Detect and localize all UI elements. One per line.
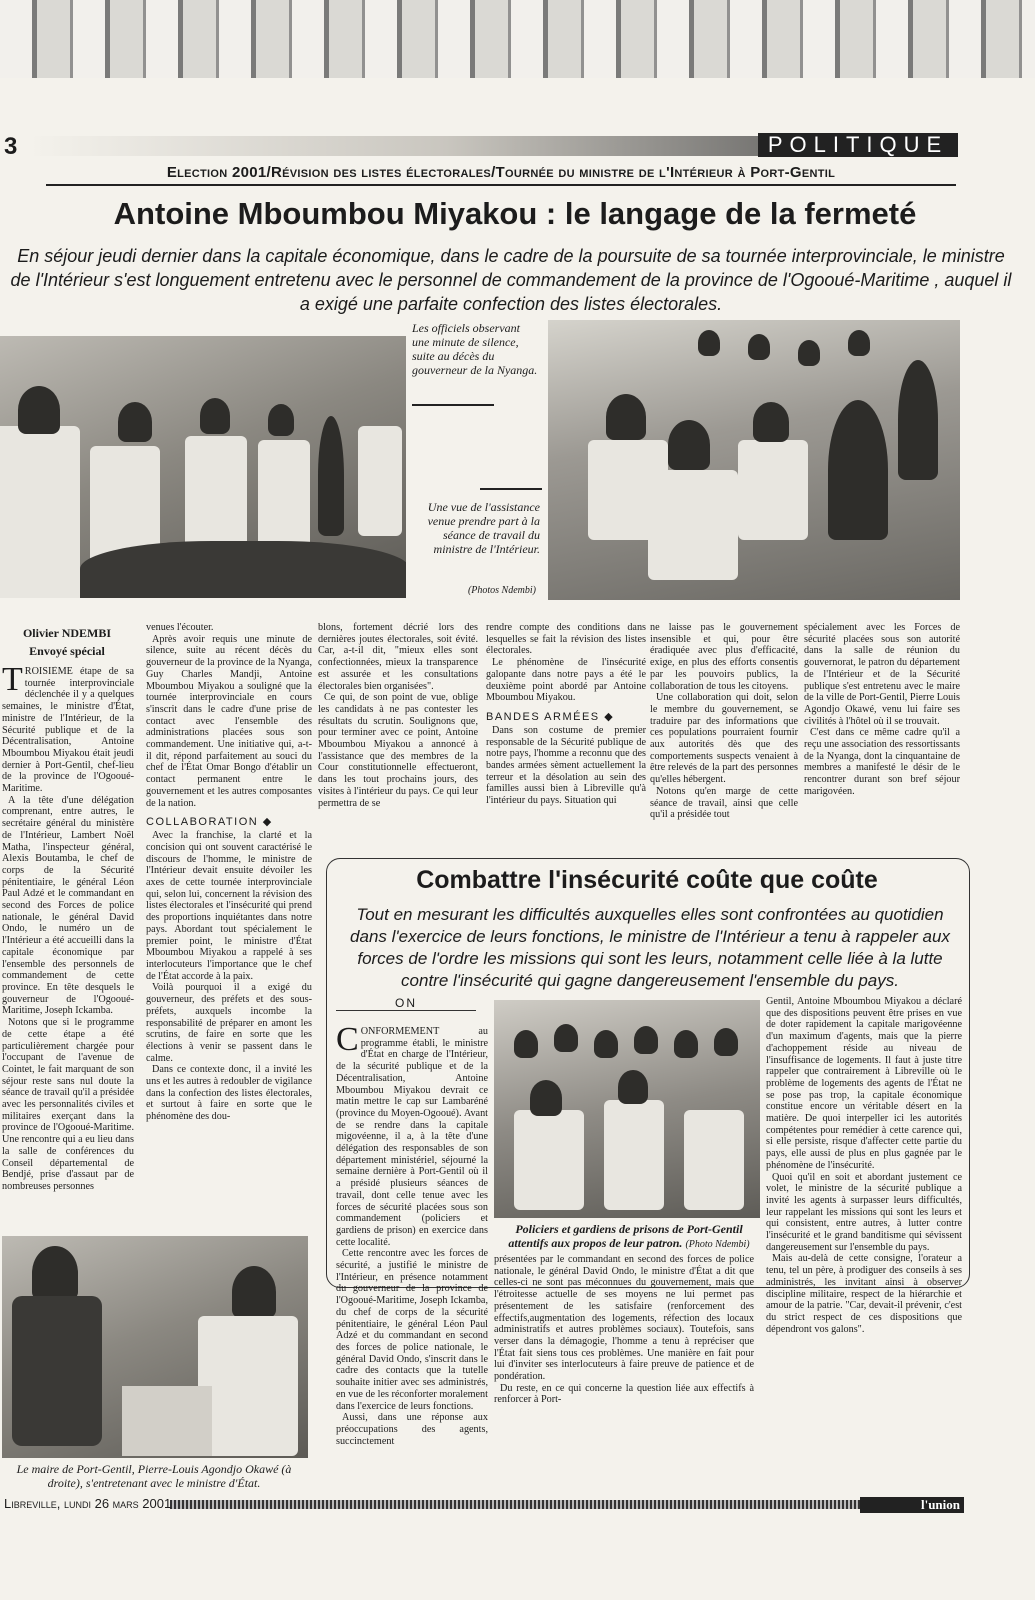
caption-officials: Les officiels observant une minute de silence, suite au décès du gouverneur de la Nyanga.: [412, 321, 538, 377]
box-column-3: présentées par le commandant en second des forces de police nationale, le général David Ondo, le ministre d'État a dit que celles-ci ne sont pas méconnues du gouvernement, mais que l'étroitesse actuelle de ses moyens ne lui permet pas présentement de les satisfaire (renforcement des effectifs,augmentation des logements, réfection des locaux administratifs et autres problèmes sociaux). Toutefois, sans verser dans la démagogie, l'homme a tenu à repréciser que l'État fait siens tous ces problèmes. Une manière en fait pour lui d'inviter ses interlocuteurs à faire preuve de patience et de pondération. Du reste, en ce qui concerne la question liée aux effectifs à renforcer à Port-: [494, 1254, 754, 1406]
caption-mayor: Le maire de Port-Gentil, Pierre-Louis Agondjo Okawé (à droite), s'entretenant avec le ministre d'État.: [16, 1462, 292, 1490]
box-column-1: CONFORMÉMENT au programme établi, le ministre d'État en charge de l'Intérieur, de la sécurité publique et de la Décentralisation, Antoine Mboumbou Miyakou devrait ce matin mettre le cap sur Lambaréné (province du Moyen-Ogooué). Avant de se rendre dans la capitale migovéenne, il a, à la tête d'une délégation des responsables de son département ministériel, séjourné la semaine dernière à Port-Gentil où il a présidé plusieurs séances de travail, dont celle tenue avec les forces de sécurité placées sous son commandement (policiers et gardiens de prison) en exercice dans cette localité. Cette rencontre avec les forces de sécurité, a justifié le ministre de l'Intérieur, en présence notamment du gouverneur de la province de l'Ogooué-Maritime, Joseph Ickamba, du chef de corps de la sécurité pénitentiaire, le général Léon Paul Adzé et du commandant en second des forces de police nationale, le général David Ondo, s'inscrit dans le cadre des contacts que la tutelle souhaite initier avec ses administrés, en vue de les réconforter moralement dans l'exercice de leurs fonctions. Aussi, dans une réponse aux préoccupations des agents, succinctement: [336, 1026, 488, 1447]
article-column-4: rendre compte des conditions dans lesquelles se fait la révision des listes électorales. Le phénomène de l'insécurité galopante dans notre pays a été le deuxième point abordé par Antoine Mboumbou Miyakou. BANDES ARMÉES ◆ Dans son costume de premier responsable de la Sécurité publique de notre pays, l'homme a reconnu que des bandes armées sèment actuellement la terreur et la désolation au sein des familles aussi bien à Libreville qu'à l'intérieur du pays. Situation qui: [486, 622, 646, 807]
box-byline: ON: [336, 996, 476, 1011]
dropcap: T: [2, 666, 23, 698]
photo-officials: [0, 336, 406, 598]
caption-assistance: Une vue de l'assistance venue prendre part à la séance de travail du ministre de l'Intérieur.: [427, 500, 540, 556]
photo-credit: (Photos Ndembi): [467, 585, 536, 596]
box-column-4: Gentil, Antoine Mboumbou Miyakou a déclaré que des dispositions peuvent être prises en vue de doter rapidement la capitale marigovéenne d'un maximum d'agents, mais que la pierre d'achoppement réside au niveau de l'insuffisance de logements. Il faut à juste titre rappeler que contrairement à Libreville où le problème de logements des agents de l'État ne se pose pas trop, la capitale économique constitue encore un véritable désert en la matière. De quoi interpeller ici les autorités compétentes pour remédier à cette carence qui, si elle persiste, risque d'affecter cette partie du pays, elle aussi de plus en plus gagnée par le phénomène de l'insécurité. Quoi qu'il en soit et abordant justement ce volet, le ministre de la sécurité publique a invité les agents à surpasser leurs difficultés, leur rappelant les missions qui sont les leurs et qui consistent, entre autres, à lutter contre l'insécurité et le grand banditisme qui sévissent dangereusement sur l'ensemble du pays. Mais au-delà de cette consigne, l'orateur a tenu, tel un père, à prodiguer des conseils à ses administrés, les invitant ainsi à observer discipline militaire, respect de la hiérarchie et amour de la patrie. "Car, devait-il prévenir, c'est du strict respect de ces dispositions que dépendront vos galons".: [766, 996, 962, 1335]
subhead-collaboration: COLLABORATION ◆: [146, 816, 273, 829]
subhead-bandes-armees: BANDES ARMÉES ◆: [486, 710, 615, 723]
kicker: Election 2001/Révision des listes électorales/Tournée du ministre de l'Intérieur à Port-Gentil: [46, 164, 956, 186]
caption-police: Policiers et gardiens de prisons de Port-Gentil attentifs aux propos de leur patron. (Photo Ndembi): [508, 1222, 750, 1250]
byline-role: Envoyé spécial: [29, 644, 105, 658]
box-title: Combattre l'insécurité coûte que coûte: [416, 866, 878, 894]
headline: Antoine Mboumbou Miyakou : le langage de la fermeté: [113, 196, 917, 231]
page-number: 3: [4, 133, 18, 160]
arrow-right-icon: [480, 488, 542, 490]
article-column-6: spécialement avec les Forces de sécurité placées sous son autorité dans la salle de réunion du gouvernorat, le patron du département de l'Intérieur et de la Sécurité publique s'est entretenu avec le maire de la ville de Port-Gentil, Pierre Louis Agondjo Okawé, venu lui faire ses civilités à l'hôtel où il se trouvait. C'est dans ce même cadre qu'il a reçu une association des ressortissants de la Nyanga, dont la cinquantaine de membres a manifesté le désir de le rencontrer durant son bref séjour marigovéen.: [804, 622, 960, 797]
box-chapo: Tout en mesurant les difficultés auxquelles elles sont confrontées au quotidien dans l'exercice de leurs fonctions, le ministre de l'Intérieur a tenu à rappeler aux forces de l'ordre les missions qui sont les leurs, notamment celle liée à la lutte contre l'insécurité qui gagne dangereusement l'ensemble du pays.: [350, 905, 950, 990]
photo-mayor: [2, 1236, 308, 1458]
section-rubric: POLITIQUE: [758, 133, 958, 157]
byline-author: Olivier NDEMBI: [22, 626, 112, 640]
dropcap-box: C: [336, 1026, 359, 1058]
masthead: l'union: [860, 1497, 964, 1513]
arrow-left-icon: [412, 404, 494, 406]
dateline: Libreville, lundi 26 mars 2001: [4, 1496, 172, 1511]
photo-police: [494, 1000, 760, 1218]
article-column-2: venues l'écouter. Après avoir requis une minute de silence, suite au récent décès du gouverneur de la province de la Nyanga, Guy Charles Mandji, Antoine Mboumbou Miyakou a souligné que la tournée interprovinciale en cours s'inscrit dans le cadre d'une prise de contact avec l'ensemble des administrations placées sous son commandement. Une initiative qui, a-t-il dit, répond parfaitement au souci du chef de l'État Omar Bongo d'établir un contact permanent entre le gouvernement et les autres composantes de la nation. COLLABORATION ◆ Avec la franchise, la clarté et la concision qui ont souvent caractérisé le discours de l'homme, le ministre de l'Intérieur devait ensuite dévoiler les axes de cette tournée interprovinciale qui, selon lui, concernent la révision des listes électorales et l'insécurité qui prend des proportions inquiétantes dans notre pays. Abordant tout spécialement le premier point, le ministre d'État Mboumbou Miyakou a rappelé à ses interlocuteurs l'importance que le chef de l'État accorde à la paix. Voilà pourquoi il a exigé du gouverneur, des préfets et des sous-préfets, auxquels incombe la responsabilité de préparer en amont les scrutins, de faire en sorte que les élections à venir se passent dans le calme. Dans ce contexte donc, il a invité les uns et les autres à redoubler de vigilance dans la confection des listes électorales, et surtout à faire en sorte que le phénomène des dou-: [146, 622, 312, 1123]
footer-bar: [170, 1500, 860, 1509]
article-column-5: ne laisse pas le gouvernement insensible et qui, pour être éradiquée avec plus d'efficacité, exige, en plus des efforts consentis par les pouvoirs publics, la collaboration de tous les citoyens. Une collaboration qui doit, selon le membre du gouvernement, se traduire par des informations que ces populations pourraient fournir aux autorités dès que des comportements suspects venaient à être relevés de la part des personnes qu'elles hébergent. Notons qu'en marge de cette séance de travail, ainsi que celle qu'il a présidée tout: [650, 622, 798, 821]
scan-edge: [0, 0, 1035, 78]
article-column-3: blons, fortement décrié lors des dernières joutes électorales, soit évité. Car, a-t-il dit, "mieux elles sont confectionnées, mieux la transparence est assurée et les consultations électorales bien organisées". Ce qui, de son point de vue, oblige les candidats à ne pas contester les résultats du scrutin. Soulignons que, pour terminer avec ce point, Antoine Mboumbou Miyakou a annoncé à l'assistance que des membres de la Cour constitutionnelle effectueront, dans les tout prochains jours, des visites à l'intérieur du pays. Ce qui leur permettra de se: [318, 622, 478, 809]
chapo: En séjour jeudi dernier dans la capitale économique, dans le cadre de la poursuite de sa tournée interprovinciale, le ministre de l'Intérieur s'est longuement entretenu avec le personnel de commandement de la province de l'Ogooué-Maritime , auquel il a exigé une parfaite confection des listes électorales.: [10, 246, 1012, 314]
article-column-1: TROISIÈME étape de sa tournée interprovinciale déclenchée il y a quelques semaines, le ministre d'État, ministre de l'Intérieur, de la Sécurité publique et de la Décentralisation, Antoine Mboumbou Miyakou était jeudi dernier à Port-Gentil, chef-lieu de la province de l'Ogooué-Maritime. A la tête d'une délégation comprenant, entre autres, le secrétaire général du ministère de l'Intérieur, Lambert Noël Matha, l'inspecteur général, Alexis Boutamba, le chef de corps de la Sécurité pénitentiaire, le général Léon Paul Adzé et le commandant en second des Forces de police nationale, le général David Ondo, le numéro un de l'Intérieur a été accueilli dans la capitale économique par l'ensemble des personnels de commandement de cette province. En tête desquels le gouverneur de l'Ogooué-Maritime, Joseph Ickamba. Notons que si le programme de cette étape a été particulièrement chargée pour l'occupant de l'avenue de Cointet, le fait marquant de son séjour reste sans nul doute la séance de travail qu'il a présidée avec les personnalités civiles et militaires exerçant dans la province de l'Ogooué-Maritime. Une rencontre qui a eu lieu dans la salle de conférences du Conseil départemental de Bendjé, prise d'assaut par de nombreuses personnes: [2, 666, 134, 1192]
photo-assistance: [548, 320, 960, 600]
